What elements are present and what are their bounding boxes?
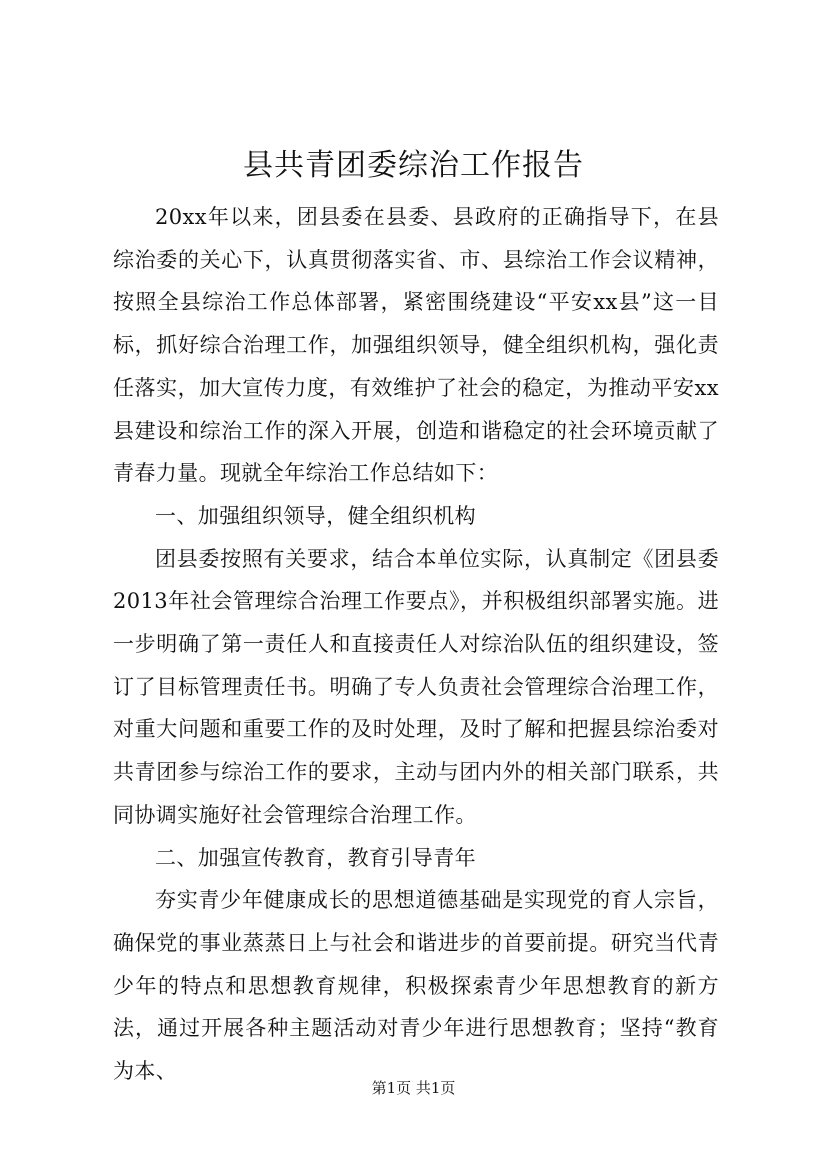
paragraph-section-2: 夯实青少年健康成长的思想道德基础是实现党的育人宗旨，确保党的事业蒸蒸日上与社会和谐进步的首要前提。研究当代青少年的特点和思想教育规律，积极探索青少年思想教育的新方法，通过开展各种主题活动对青少年进行思想教育；坚持“教育为本、 — [113, 888, 719, 1084]
document-title: 县共青团委综治工作报告 — [243, 148, 584, 183]
document-body — [113, 196, 719, 1093]
page-footer: 第1页 共1页 — [371, 1079, 456, 1097]
section-heading-1: 一、加强组织领导，健全组织机构 — [155, 503, 476, 528]
section-heading-2: 二、加强宣传教育，教育引导青年 — [155, 845, 476, 870]
paragraph-section-1: 团县委按照有关要求，结合本单位实际，认真制定《团县委2013年社会管理综合治理工作要点》，并积极组织部署实施。进一步明确了第一责任人和直接责任人对综治队伍的组织建设，签订了目标管理责任书。明确了专人负责社会管理综合治理工作，对重大问题和重要工作的及时处理，及时了解和把握县综治委对共青团参与综治工作的要求，主动与团内外的相关部门联系，共同协调实施好社会管理综合治理工作。 — [113, 546, 719, 827]
paragraph-intro: 20xx年以来，团县委在县委、县政府的正确指导下，在县综治委的关心下，认真贯彻落实省、市、县综治工作会议精神，按照全县综治工作总体部署，紧密围绕建设“平安xx县”这一目标，抓好综合治理工作，加强组织领导，健全组织机构，强化责任落实，加大宣传力度，有效维护了社会的稳定，为推动平安xx县建设和综治工作的深入开展，创造和谐稳定的社会环境贡献了青春力量。现就全年综治工作总结如下： — [113, 205, 719, 486]
